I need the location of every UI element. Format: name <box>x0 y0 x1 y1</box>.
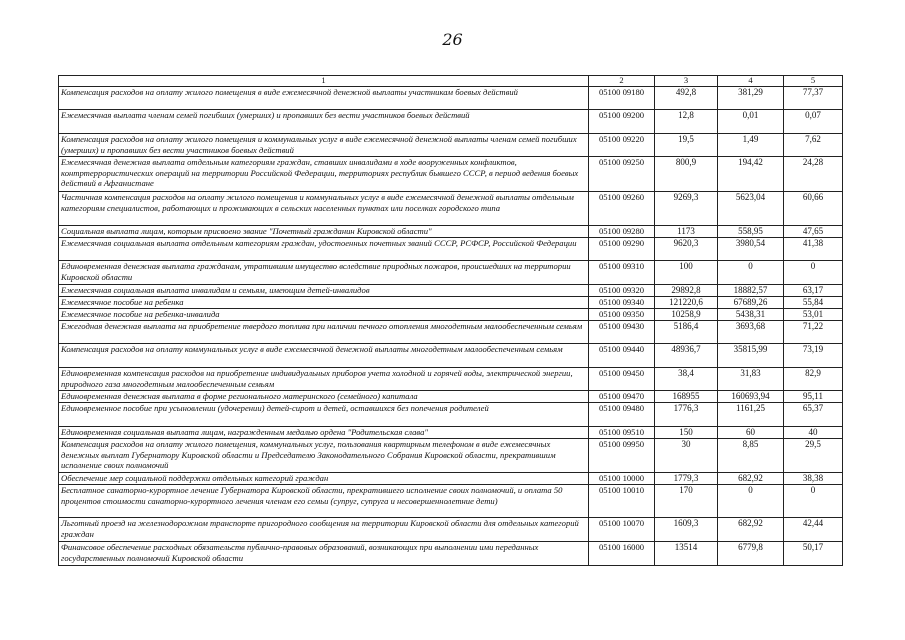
row-value-actual: 1161,25 <box>718 403 784 427</box>
row-name: Финансовое обеспечение расходных обязательств публично-правовых образований, возникающих при выполнении ими переданных государственных полномочий Кировской области <box>59 542 589 566</box>
row-value-percent: 55,84 <box>784 297 843 309</box>
row-value-percent: 38,38 <box>784 473 843 485</box>
row-value-plan: 30 <box>655 439 718 473</box>
row-value-actual: 8,85 <box>718 439 784 473</box>
row-value-actual: 60 <box>718 427 784 439</box>
row-value-plan: 1779,3 <box>655 473 718 485</box>
row-value-actual: 18882,57 <box>718 285 784 297</box>
table-row <box>59 368 843 391</box>
row-name: Компенсация расходов на оплату жилого помещения, коммунальных услуг, пользования квартирным телефоном в виде ежемесячных денежных выплат Губернатору Кировской области и Председателю Законодательного Собрания Кировской области, прекратившим исполнение своих полномочий <box>59 439 589 473</box>
row-value-percent: 0,07 <box>784 110 843 134</box>
row-name: Единовременная денежная выплата гражданам, утратившим имущество вследствие природных пожаров, происшедших на территории Кировской области <box>59 261 589 285</box>
row-value-plan: 170 <box>655 485 718 518</box>
row-value-plan: 1609,3 <box>655 518 718 542</box>
row-value-percent: 40 <box>784 427 843 439</box>
row-code: 05100 09510 <box>589 427 655 439</box>
table-row <box>59 226 843 238</box>
column-header: 1 <box>59 76 589 87</box>
row-value-percent: 50,17 <box>784 542 843 566</box>
row-value-actual: 682,92 <box>718 473 784 485</box>
row-code: 05100 09340 <box>589 297 655 309</box>
column-header: 2 <box>589 76 655 87</box>
row-value-actual: 558,95 <box>718 226 784 238</box>
row-name: Единовременная денежная выплата в форме регионального материнского (семейного) капитала <box>59 391 589 403</box>
row-value-actual: 31,83 <box>718 368 784 391</box>
row-value-plan: 29892,8 <box>655 285 718 297</box>
row-value-plan: 150 <box>655 427 718 439</box>
table-row <box>59 403 843 427</box>
row-value-percent: 29,5 <box>784 439 843 473</box>
row-code: 05100 09290 <box>589 238 655 261</box>
row-code: 05100 09440 <box>589 344 655 368</box>
row-value-actual: 0 <box>718 261 784 285</box>
row-code: 05100 09220 <box>589 134 655 157</box>
row-value-actual: 381,29 <box>718 87 784 110</box>
table-row <box>59 87 843 110</box>
row-name: Бесплатное санаторно-курортное лечение Губернатора Кировской области, прекратившего исполнение своих полномочий, и оплата 50 процентов стоимости санаторно-курортного лечения членам его семьи (супруг, супруга и несовершеннолетние дети) <box>59 485 589 518</box>
row-value-plan: 19,5 <box>655 134 718 157</box>
row-value-percent: 63,17 <box>784 285 843 297</box>
row-code: 05100 10000 <box>589 473 655 485</box>
header-row <box>59 76 843 87</box>
table-row <box>59 427 843 439</box>
row-value-percent: 41,38 <box>784 238 843 261</box>
table-row <box>59 297 843 309</box>
row-name: Ежемесячная социальная выплата отдельным категориям граждан, удостоенных почетных званий СССР, РСФСР, Российской Федерации <box>59 238 589 261</box>
table-row <box>59 518 843 542</box>
row-name: Ежемесячная выплата членам семей погибших (умерших) и пропавших без вести участников боевых действий <box>59 110 589 134</box>
row-value-percent: 65,37 <box>784 403 843 427</box>
row-value-plan: 168955 <box>655 391 718 403</box>
row-value-plan: 9620,3 <box>655 238 718 261</box>
table-row <box>59 542 843 566</box>
row-code: 05100 09260 <box>589 192 655 226</box>
row-value-percent: 0 <box>784 485 843 518</box>
row-value-plan: 800,9 <box>655 157 718 192</box>
row-value-percent: 24,28 <box>784 157 843 192</box>
row-value-actual: 67689,26 <box>718 297 784 309</box>
row-value-plan: 38,4 <box>655 368 718 391</box>
row-value-percent: 0 <box>784 261 843 285</box>
row-value-actual: 0,01 <box>718 110 784 134</box>
table-row <box>59 391 843 403</box>
row-name: Ежемесячное пособие на ребенка <box>59 297 589 309</box>
table-body <box>59 87 843 566</box>
row-name: Льготный проезд на железнодорожном транспорте пригородного сообщения на территории Кировской области для отдельных категорий граждан <box>59 518 589 542</box>
row-code: 05100 09250 <box>589 157 655 192</box>
row-name: Единовременная компенсация расходов на приобретение индивидуальных приборов учета холодной и горячей воды, электрической энергии, природного газа многодетным малообеспеченным семьям <box>59 368 589 391</box>
row-value-plan: 100 <box>655 261 718 285</box>
row-value-percent: 95,11 <box>784 391 843 403</box>
row-value-actual: 0 <box>718 485 784 518</box>
table-row <box>59 261 843 285</box>
row-code: 05100 09180 <box>589 87 655 110</box>
table-row <box>59 134 843 157</box>
table-row <box>59 192 843 226</box>
row-name: Компенсация расходов на оплату жилого помещения в виде ежемесячной денежной выплаты участникам боевых действий <box>59 87 589 110</box>
row-code: 05100 09430 <box>589 321 655 344</box>
row-code: 05100 09320 <box>589 285 655 297</box>
table-row <box>59 309 843 321</box>
row-name: Единовременное пособие при усыновлении (удочерении) детей-сирот и детей, оставшихся без попечения родителей <box>59 403 589 427</box>
row-value-actual: 6779,8 <box>718 542 784 566</box>
row-value-plan: 12,8 <box>655 110 718 134</box>
row-name: Ежемесячная социальная выплата инвалидам и семьям, имеющим детей-инвалидов <box>59 285 589 297</box>
row-value-percent: 53,01 <box>784 309 843 321</box>
column-header: 3 <box>655 76 718 87</box>
row-value-plan: 1173 <box>655 226 718 238</box>
table-row <box>59 238 843 261</box>
row-value-plan: 121220,6 <box>655 297 718 309</box>
row-name: Ежемесячная денежная выплата отдельным категориям граждан, ставших инвалидами в ходе вооруженных конфликтов, контртеррористических операций на территории Российской Федерации, территориях республик бывшего СССР, в период ведения боевых действий в Афганистане <box>59 157 589 192</box>
row-value-plan: 13514 <box>655 542 718 566</box>
table-row <box>59 110 843 134</box>
row-value-plan: 1776,3 <box>655 403 718 427</box>
row-value-actual: 3980,54 <box>718 238 784 261</box>
row-value-plan: 5186,4 <box>655 321 718 344</box>
row-value-plan: 10258,9 <box>655 309 718 321</box>
row-value-plan: 9269,3 <box>655 192 718 226</box>
row-value-plan: 492,8 <box>655 87 718 110</box>
row-value-percent: 71,22 <box>784 321 843 344</box>
table-row <box>59 344 843 368</box>
row-code: 05100 09310 <box>589 261 655 285</box>
row-value-percent: 82,9 <box>784 368 843 391</box>
row-name: Компенсация расходов на оплату коммунальных услуг в виде ежемесячной денежной выплаты многодетным малообеспеченным семьям <box>59 344 589 368</box>
row-code: 05100 09350 <box>589 309 655 321</box>
row-name: Обеспечение мер социальной поддержки отдельных категорий граждан <box>59 473 589 485</box>
row-value-actual: 3693,68 <box>718 321 784 344</box>
page-number: 26 <box>442 30 463 49</box>
row-code: 05100 09280 <box>589 226 655 238</box>
row-name: Единовременная социальная выплата лицам, награжденным медалью ордена "Родительская слава" <box>59 427 589 439</box>
row-name: Ежегодная денежная выплата на приобретение твердого топлива при наличии печного отопления многодетным малообеспеченным семьям <box>59 321 589 344</box>
table-row <box>59 285 843 297</box>
row-value-actual: 682,92 <box>718 518 784 542</box>
row-name: Ежемесячное пособие на ребенка-инвалида <box>59 309 589 321</box>
row-code: 05100 09450 <box>589 368 655 391</box>
row-code: 05100 10010 <box>589 485 655 518</box>
row-value-actual: 35815,99 <box>718 344 784 368</box>
row-code: 05100 16000 <box>589 542 655 566</box>
table-row <box>59 157 843 192</box>
row-value-percent: 60,66 <box>784 192 843 226</box>
row-value-percent: 47,65 <box>784 226 843 238</box>
column-header: 4 <box>718 76 784 87</box>
row-code: 05100 10070 <box>589 518 655 542</box>
table-row <box>59 439 843 473</box>
row-value-actual: 194,42 <box>718 157 784 192</box>
row-value-percent: 77,37 <box>784 87 843 110</box>
budget-table <box>58 75 843 566</box>
row-value-percent: 42,44 <box>784 518 843 542</box>
table-row <box>59 485 843 518</box>
row-code: 05100 09480 <box>589 403 655 427</box>
row-code: 05100 09470 <box>589 391 655 403</box>
table-row <box>59 473 843 485</box>
row-value-percent: 73,19 <box>784 344 843 368</box>
row-name: Социальная выплата лицам, которым присвоено звание "Почетный гражданин Кировской области" <box>59 226 589 238</box>
row-value-actual: 1,49 <box>718 134 784 157</box>
table-row <box>59 321 843 344</box>
row-name: Компенсация расходов на оплату жилого помещения и коммунальных услуг в виде ежемесячной денежной выплаты членам семей погибших (умерших) и пропавших без вести участников боевых действий <box>59 134 589 157</box>
row-value-actual: 160693,94 <box>718 391 784 403</box>
row-value-percent: 7,62 <box>784 134 843 157</box>
row-value-actual: 5438,31 <box>718 309 784 321</box>
column-header: 5 <box>784 76 843 87</box>
row-name: Частичная компенсация расходов на оплату жилого помещения и коммунальных услуг в виде ежемесячной денежной выплаты отдельным категориям специалистов, работающих и проживающих в сельских населенных пунктах или поселках городского типа <box>59 192 589 226</box>
row-value-actual: 5623,04 <box>718 192 784 226</box>
row-code: 05100 09200 <box>589 110 655 134</box>
row-code: 05100 09950 <box>589 439 655 473</box>
row-value-plan: 48936,7 <box>655 344 718 368</box>
